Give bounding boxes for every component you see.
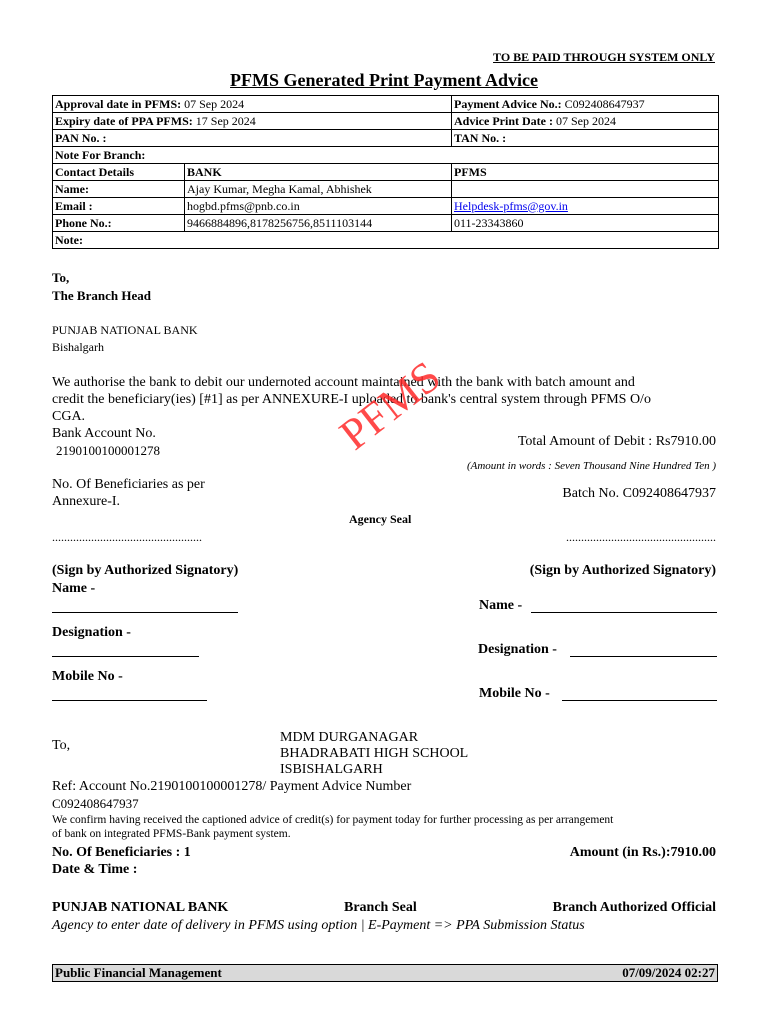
mobile-label-left: Mobile No - [52, 669, 123, 684]
bank-account-value: 2190100100001278 [56, 443, 160, 458]
approval-date-label: Approval date in PFMS: [55, 96, 182, 111]
contact-details-label: Contact Details [53, 164, 185, 181]
mobile-label-right: Mobile No - [479, 686, 550, 701]
beneficiaries-label-1: No. Of Beneficiaries as per [52, 477, 205, 492]
receipt-to-label: To, [52, 738, 71, 753]
email-label: Email : [53, 198, 185, 215]
footer-bar [52, 964, 718, 982]
bank-phone: 9466884896,8178256756,8511103144 [185, 215, 452, 232]
bank-name: PUNJAB NATIONAL BANK [52, 323, 198, 337]
expiry-date-value: 17 Sep 2024 [192, 113, 256, 128]
phone-label: Phone No.: [53, 215, 185, 232]
authorisation-line-1: We authorise the bank to debit our undernoted account maintained with the bank with batch amount and [52, 375, 635, 390]
branch-seal: Branch Seal [344, 900, 417, 915]
agency-delivery-note: Agency to enter date of delivery in PFMS using option | E-Payment => PPA Submission Status [52, 918, 585, 933]
authorisation-line-2: credit the beneficiary(ies) [#1] as per ANNEXURE-I uploaded to bank's central system through PFMS O/o [52, 392, 651, 407]
tan-label: TAN No. : [452, 130, 719, 147]
table-row [53, 215, 719, 232]
note-label: Note: [53, 232, 719, 249]
mobile-line-right [562, 700, 717, 701]
name-line-right [531, 612, 717, 613]
reference-line-1: Ref: Account No.2190100100001278/ Payment Advice Number [52, 779, 412, 794]
mobile-line-left [52, 700, 207, 701]
batch-number: Batch No. C092408647937 [562, 486, 716, 501]
pfms-watermark: PFMS [330, 351, 450, 460]
left-signatory: (Sign by Authorized Signatory) [52, 563, 239, 578]
pfms-email-cell [452, 198, 719, 215]
name-label-right: Name - [479, 598, 523, 613]
bank-column-header: BANK [185, 164, 452, 181]
beneficiaries-count: No. Of Beneficiaries : 1 [52, 845, 191, 860]
payment-advice-label: Payment Advice No.: [454, 96, 562, 111]
receipt-address-line-1: MDM DURGANAGAR [280, 730, 419, 745]
bank-account-label: Bank Account No. [52, 426, 156, 441]
top-note: TO BE PAID THROUGH SYSTEM ONLY [493, 50, 715, 64]
designation-label-right: Designation - [478, 642, 557, 657]
receipt-address-line-3: ISBISHALGARH [280, 762, 383, 777]
branch-authorized-official: Branch Authorized Official [552, 900, 716, 915]
approval-date-value: 07 Sep 2024 [181, 96, 245, 111]
table-row [53, 164, 719, 181]
name-label: Name: [53, 181, 185, 198]
designation-line-right [570, 656, 717, 657]
branch-name: Bishalgarh [52, 340, 104, 354]
table-row [53, 96, 719, 113]
date-time-label: Date & Time : [52, 862, 138, 877]
expiry-date-cell [53, 113, 452, 130]
table-row [53, 130, 719, 147]
pfms-phone: 011-23343860 [452, 215, 719, 232]
table-row [53, 147, 719, 164]
agency-seal: Agency Seal [349, 512, 412, 526]
pfms-column-header: PFMS [452, 164, 719, 181]
page-title: PFMS Generated Print Payment Advice [230, 70, 538, 90]
bank-contact-names: Ajay Kumar, Megha Kamal, Abhishek [185, 181, 452, 198]
amount-in-words: (Amount in words : Seven Thousand Nine Hundred Ten ) [466, 460, 716, 472]
table-row [53, 232, 719, 249]
table-row [53, 181, 719, 198]
info-table [52, 95, 719, 249]
branch-head: The Branch Head [52, 288, 151, 303]
pfms-email-link[interactable]: Helpdesk-pfms@gov.in [454, 198, 568, 213]
advice-print-cell [452, 113, 719, 130]
signature-dots-right: .................................................. [566, 530, 716, 544]
reference-line-2: C092408647937 [52, 796, 139, 811]
designation-label-left: Designation - [52, 625, 131, 640]
total-debit: Total Amount of Debit : Rs7910.00 [517, 434, 716, 449]
to-label: To, [52, 270, 70, 285]
authorisation-line-3: CGA. [52, 409, 86, 424]
name-label-left: Name - [52, 581, 96, 596]
receipt-amount: Amount (in Rs.):7910.00 [569, 845, 716, 860]
payment-advice-value: C092408647937 [561, 96, 645, 111]
bank-email: hogbd.pfms@pnb.co.in [185, 198, 452, 215]
advice-print-value: 07 Sep 2024 [552, 113, 616, 128]
table-row [53, 113, 719, 130]
designation-line-left [52, 656, 199, 657]
pan-label: PAN No. : [53, 130, 452, 147]
confirmation-line-2: of bank on integrated PFMS-Bank payment system. [52, 828, 291, 840]
expiry-date-label: Expiry date of PPA PFMS: [55, 113, 193, 128]
name-line-left [52, 612, 238, 613]
receipt-address-line-2: BHADRABATI HIGH SCHOOL [280, 746, 469, 761]
approval-date-cell [53, 96, 452, 113]
receipt-bank-name: PUNJAB NATIONAL BANK [52, 900, 229, 915]
beneficiaries-label-2: Annexure-I. [52, 494, 121, 509]
footer-timestamp: 07/09/2024 02:27 [622, 965, 715, 980]
payment-advice-cell [452, 96, 719, 113]
footer-left: Public Financial Management [55, 965, 222, 980]
confirmation-line-1: We confirm having received the captioned advice of credit(s) for payment today for further processing as per arrangement [52, 814, 614, 826]
right-signatory: (Sign by Authorized Signatory) [529, 563, 716, 578]
pfms-contact-name [452, 181, 719, 198]
advice-print-label: Advice Print Date : [454, 113, 553, 128]
table-row [53, 198, 719, 215]
signature-dots-left: .................................................. [52, 530, 202, 544]
note-for-branch-label: Note For Branch: [53, 147, 719, 164]
